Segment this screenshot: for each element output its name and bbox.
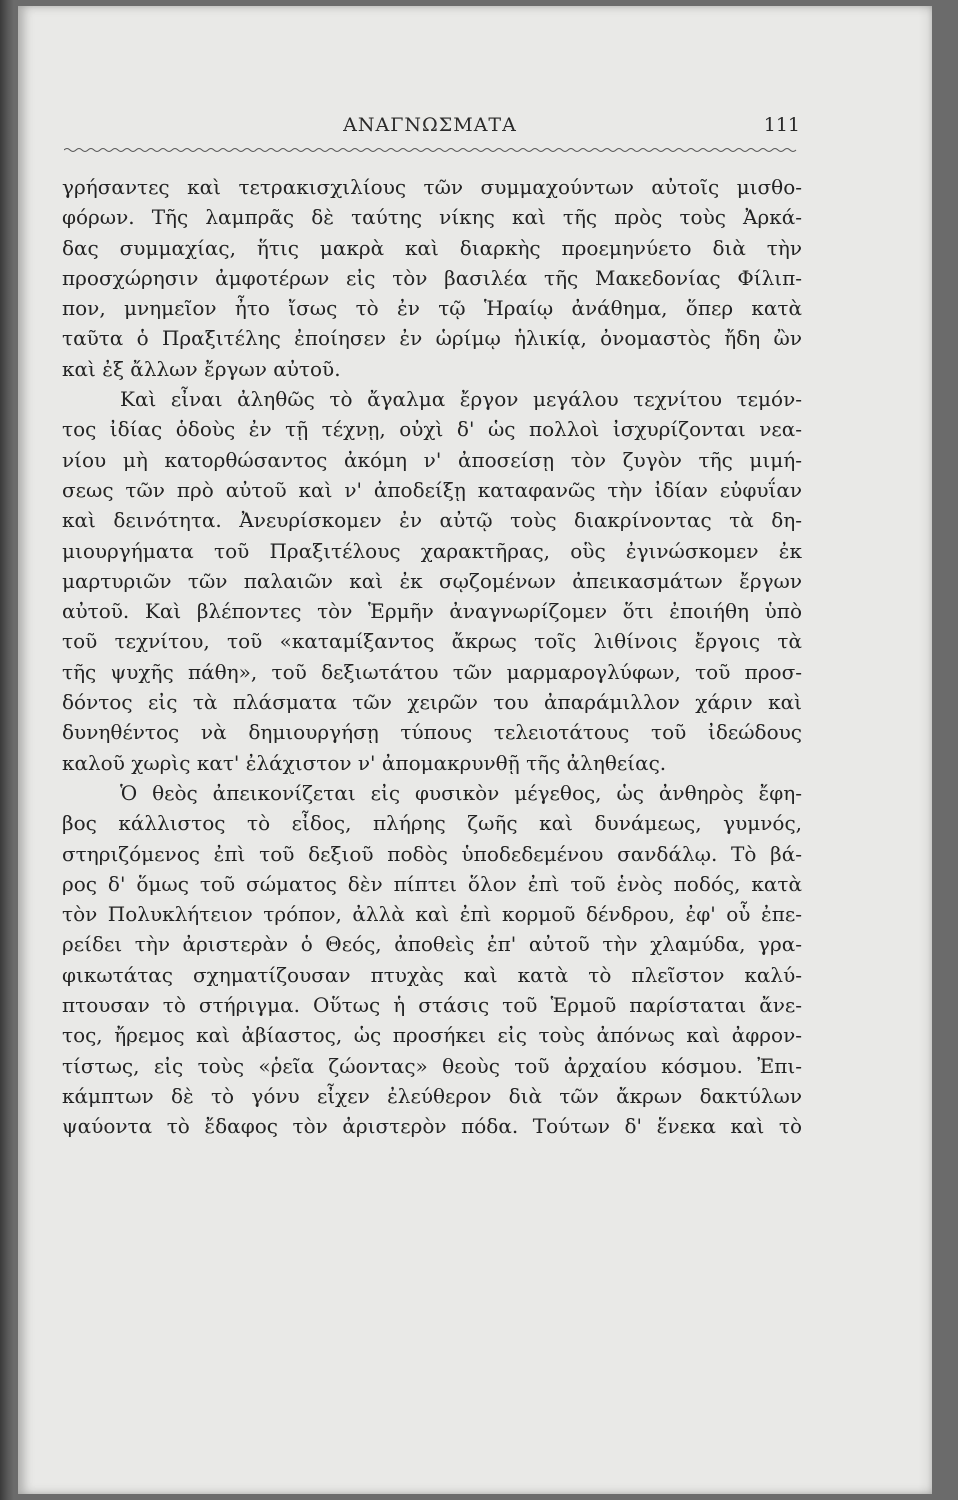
- text-line: ψαύοντα τὸ ἔδαφος τὸν ἀριστερὸν πόδα. Τούτων δ' ἕνεκα καὶ τὸ: [62, 1114, 802, 1139]
- body-text: [62, 172, 802, 1142]
- text-line: νίου μὴ κατορθώσαντος ἀκόμη ν' ἀποσείσῃ τὸν ζυγὸν τῆς μιμή-: [62, 447, 802, 472]
- text-line: ρος δ' ὅμως τοῦ σώματος δὲν πίπτει ὅλον ἐπὶ τοῦ ἑνὸς ποδός, κατὰ: [62, 871, 802, 896]
- text-line: Ὁ θεὸς ἀπεικονίζεται εἰς φυσικὸν μέγεθος, ὡς ἀνθηρὸς ἔφη-: [120, 780, 802, 805]
- text-line: ρείδει τὴν ἀριστερὰν ὁ Θεός, ἀποθεὶς ἐπ' αὐτοῦ τὴν χλαμύδα, γρα-: [62, 932, 802, 957]
- text-line: αὐτοῦ. Καὶ βλέποντες τὸν Ἑρμῆν ἀναγνωρίζομεν ὅτι ἐποιήθη ὑπὸ: [62, 599, 802, 624]
- text-line: δας συμμαχίας, ἥτις μακρὰ καὶ διαρκὴς προεμηνύετο διὰ τὴν: [62, 235, 802, 260]
- text-line: πον, μνημεῖον ἦτο ἴσως τὸ ἐν τῷ Ἡραίῳ ἀνάθημα, ὅπερ κατὰ: [62, 296, 802, 321]
- text-line: Καὶ εἶναι ἀληθῶς τὸ ἄγαλμα ἔργον μεγάλου τεχνίτου τεμόν-: [120, 387, 802, 412]
- text-line: φικωτάτας σχηματίζουσαν πτυχὰς καὶ κατὰ τὸ πλεῖστον καλύ-: [62, 962, 802, 987]
- text-line: πτουσαν τὸ στήριγμα. Οὕτως ἡ στάσις τοῦ Ἑρμοῦ παρίσταται ἄνε-: [62, 993, 802, 1018]
- text-line: μαρτυριῶν τῶν παλαιῶν καὶ ἐκ σῳζομένων ἀπεικασμάτων ἔργων: [62, 568, 802, 593]
- text-line: φόρων. Τῆς λαμπρᾶς δὲ ταύτης νίκης καὶ τῆς πρὸς τοὺς Ἀρκά-: [62, 205, 802, 230]
- text-line: ταῦτα ὁ Πραξιτέλης ἐποίησεν ἐν ὡρίμῳ ἡλικίᾳ, ὀνομαστὸς ἤδη ὢν: [62, 326, 802, 351]
- page-number: 111: [763, 114, 800, 136]
- text-line: τος ἰδίας ὁδοὺς ἐν τῇ τέχνῃ, οὐχὶ δ' ὡς πολλοὶ ἰσχυρίζονται νεα-: [62, 417, 802, 442]
- running-title: ΑΝΑΓΝΩΣΜΑΤΑ: [343, 114, 517, 136]
- text-line: τὸν Πολυκλήτειον τρόπον, ἀλλὰ καὶ ἐπὶ κορμοῦ δένδρου, ἐφ' οὗ ἐπε-: [62, 902, 802, 927]
- text-line: δόντος εἰς τὰ πλάσματα τῶν χειρῶν του ἀπαράμιλλον χάριν καὶ: [62, 690, 802, 715]
- text-line: σεως τῶν πρὸ αὐτοῦ καὶ ν' ἀποδείξῃ καταφανῶς τὴν ἰδίαν εὐφυΐαν: [62, 477, 802, 502]
- page-edge-shadow: [918, 6, 932, 1494]
- text-line: καλοῦ χωρὶς κατ' ἐλάχιστον ν' ἀπομακρυνθῇ τῆς ἀληθείας.: [62, 750, 667, 775]
- ornamental-rule: [64, 146, 800, 154]
- text-line: μιουργήματα τοῦ Πραξιτέλους χαρακτῆρας, οὓς ἐγινώσκομεν ἐκ: [62, 538, 802, 563]
- text-line: τίστως, εἰς τοὺς «ῥεῖα ζώοντας» θεοὺς τοῦ ἀρχαίου κόσμου. Ἐπι-: [62, 1053, 802, 1078]
- text-line: γρήσαντες καὶ τετρακισχιλίους τῶν συμμαχούντων αὐτοῖς μισθο-: [62, 175, 802, 199]
- text-line: κάμπτων δὲ τὸ γόνυ εἶχεν ἐλεύθερον διὰ τῶν ἄκρων δακτύλων: [62, 1083, 802, 1108]
- text-line: προσχώρησιν ἀμφοτέρων εἰς τὸν βασιλέα τῆς Μακεδονίας Φίλιπ-: [62, 265, 802, 290]
- text-line: τος, ἤρεμος καὶ ἀβίαστος, ὡς προσήκει εἰς τοὺς ἀπόνως καὶ ἀφρον-: [62, 1023, 802, 1048]
- text-line: δυνηθέντος νὰ δημιουργήσῃ τύπους τελειοτάτους τοῦ ἰδεώδους: [62, 720, 802, 745]
- text-line: καὶ δεινότητα. Ἀνευρίσκομεν ἐν αὐτῷ τοὺς διακρίνοντας τὰ δη-: [62, 508, 802, 533]
- text-line: τοῦ τεχνίτου, τοῦ «καταμίξαντος ἄκρως τοῖς λιθίνοις ἔργοις τὰ: [62, 629, 802, 654]
- text-line: καὶ ἐξ ἄλλων ἔργων αὐτοῦ.: [62, 356, 341, 381]
- text-line: τῆς ψυχῆς πάθη», τοῦ δεξιωτάτου τῶν μαρμαρογλύφων, τοῦ προσ-: [62, 659, 802, 684]
- text-line: βος κάλλιστος τὸ εἶδος, πλήρης ζωῆς καὶ δυνάμεως, γυμνός,: [62, 811, 802, 836]
- text-line: στηριζόμενος ἐπὶ τοῦ δεξιοῦ ποδὸς ὑποδεδεμένου σανδάλῳ. Τὸ βά-: [62, 841, 802, 866]
- running-head: [60, 114, 800, 144]
